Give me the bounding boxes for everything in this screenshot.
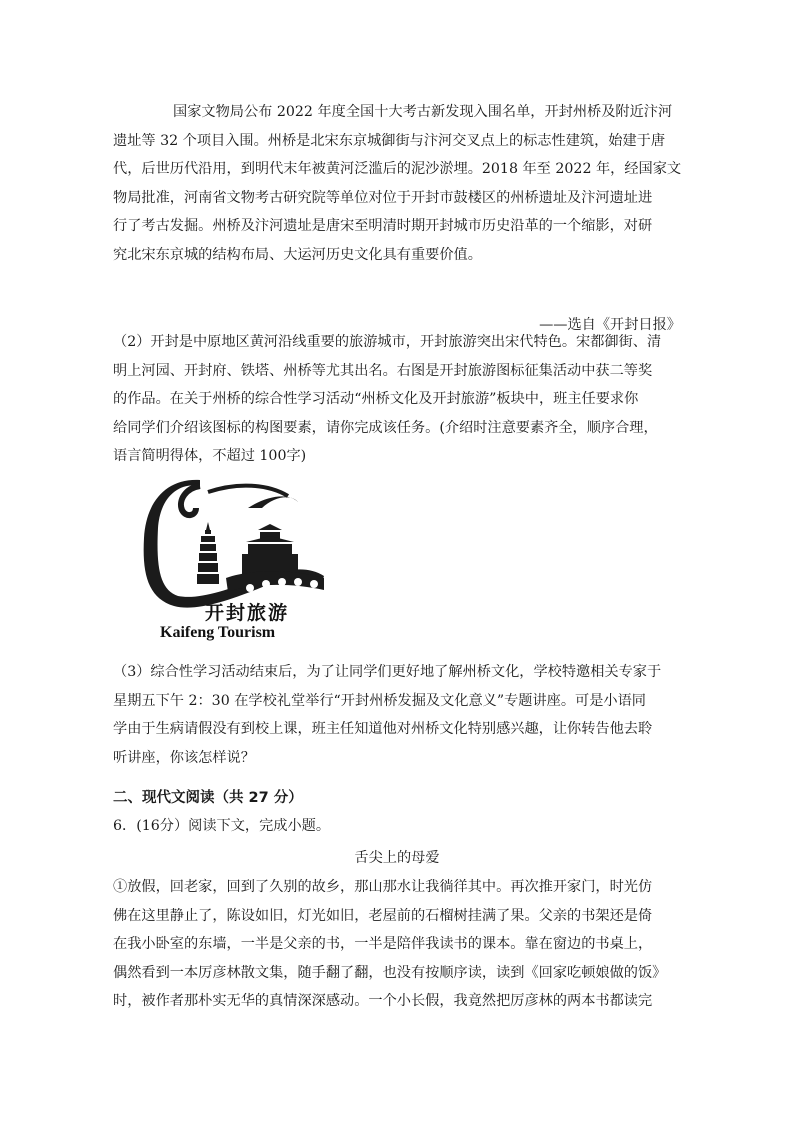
essay-line: 时，被作者那朴实无华的真情深深感动。一个小长假，我竟然把厉彦林的两本书都读完 [113, 993, 653, 1010]
question-line: （3）综合性学习活动结束后，为了让同学们更好地了解州桥文化，学校特邀相关专家于 [113, 664, 662, 680]
section-heading: 二、现代文阅读（共 27 分） [113, 790, 303, 806]
passage-line: 遗址等 32 个项目入围。州桥是北宋东京城御街与汴河交叉点上的标志性建筑，始建于唐 [113, 132, 666, 149]
question-line: 听讲座，你该怎样说？ [113, 749, 255, 766]
passage-line: 物局批准，河南省文物考古研究院等单位对位于开封市鼓楼区的州桥遗址及汴河遗址进 [113, 189, 653, 206]
logo-english-text: Kaifeng Tourism [160, 624, 276, 641]
passage-paragraph [113, 98, 682, 270]
essay-line: 在我小卧室的东墙，一半是父亲的书，一半是陪伴我读书的课本。靠在窗边的书桌上， [113, 936, 653, 953]
question-line: 的作品。在关于州桥的综合性学习活动“州桥文化及开封旅游”板块中，班主任要求你 [113, 391, 639, 408]
passage-line: 国家文物局公布 2022 年度全国十大考古新发现入围名单，开封州桥及附近汴河 [173, 104, 673, 120]
question-line: （2）开封是中原地区黄河沿线重要的旅游城市，开封旅游突出宋代特色。宋都御街、清 [113, 334, 662, 350]
question-2 [113, 328, 682, 471]
essay-line: 偶然看到一本厉彦林散文集，随手翻了翻，也没有按顺序读，读到《回家吃顿娘做的饭》 [113, 964, 667, 981]
essay-line: ①放假，回老家，回到了久别的故乡，那山那水让我徜徉其中。再次推开家门，时光仿 [113, 879, 653, 895]
question-line: 星期五下午 2：30 在学校礼堂举行“开封州桥发掘及文化意义”专题讲座。可是小语同 [113, 692, 646, 709]
question-6: 6．(16分）阅读下文，完成小题。 [113, 818, 331, 834]
essay-paragraph [113, 873, 682, 1016]
question-line: 语言简明得体，不超过 100字) [113, 448, 307, 465]
question-line: 给同学们介绍该图标的构图要素，请你完成该任务。(介绍时注意要素齐全，顺序合理， [113, 419, 658, 436]
essay-title: 舌尖上的母爱 [354, 850, 440, 866]
passage-line: 究北宋东京城的结构布局、大运河历史文化具有重要价值。 [113, 246, 482, 263]
passage-line: 行了考古发掘。州桥及汴河遗址是唐宋至明清时期开封城市历史沿革的一个缩影，对研 [113, 218, 653, 235]
question-line: 明上河园、开封府、铁塔、州桥等尤其出名。右图是开封旅游图标征集活动中获二等奖 [113, 362, 653, 379]
question-line: 学由于生病请假没有到校上课，班主任知道他对州桥文化特别感兴趣，让你转告他去聆 [113, 721, 653, 738]
logo-chinese-text: 开封旅游 [205, 602, 290, 624]
essay-line: 佛在这里静止了，陈设如旧，灯光如旧，老屋前的石榴树挂满了果。父亲的书架还是倚 [113, 907, 653, 924]
question-3 [113, 658, 682, 772]
passage-line: 代，后世历代沿用，到明代末年被黄河泛滥后的泥沙淤埋。2018 年至 2022 年，经国家文 [113, 161, 682, 178]
source-citation: ——选自《开封日报》 [539, 317, 681, 333]
